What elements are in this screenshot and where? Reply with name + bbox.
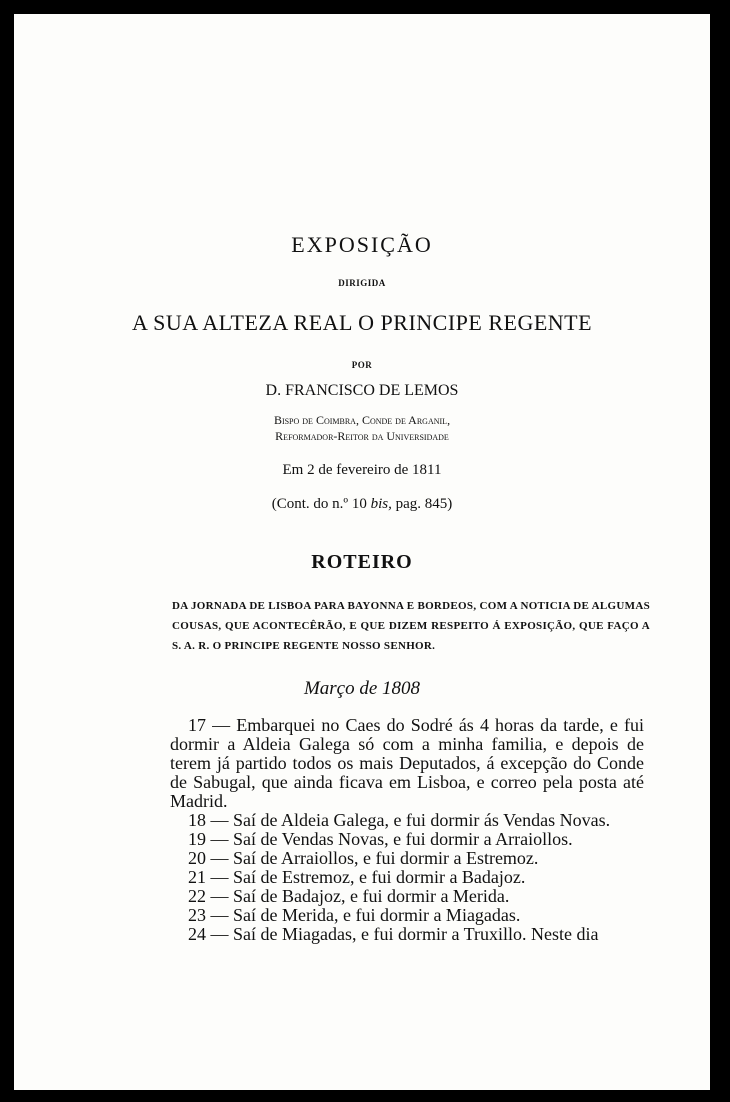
continuation-note bbox=[14, 496, 710, 513]
author-title-line-1: Bispo de Coimbra, Conde de Arganil, bbox=[273, 413, 451, 427]
diary-entry: 22 — Saí de Badajoz, e fui dormir a Merida. bbox=[188, 886, 510, 906]
diary-entry: 19 — Saí de Vendas Novas, e fui dormir a Arraiollos. bbox=[188, 829, 573, 849]
diary-entry: 24 — Saí de Miagadas, e fui dormir a Truxillo. Neste dia bbox=[188, 924, 599, 944]
dirigida-label: DIRIGIDA bbox=[338, 278, 386, 288]
diary-entry: 18 — Saí de Aldeia Galega, e fui dormir ás Vendas Novas. bbox=[188, 810, 611, 830]
author-titles bbox=[14, 412, 710, 444]
por-label: POR bbox=[351, 360, 373, 370]
diary-entries bbox=[170, 716, 644, 944]
document-title: EXPOSIÇÃO bbox=[291, 232, 433, 257]
section-title: ROTEIRO bbox=[311, 551, 413, 573]
diary-entry: 17 — Embarquei no Caes do Sodré ás 4 horas da tarde, e fui dormir a Aldeia Galega só com a minha familia, e depois de terem já partido todos os mais Deputados, á excepção do Conde de Sabugal, que ainda ficava em Lisboa, e correo pela posta até Madrid. bbox=[170, 715, 644, 811]
author-name: D. FRANCISCO DE LEMOS bbox=[265, 382, 459, 399]
section-subtitle: DA JORNADA DE LISBOA PARA BAYONNA E BORDEOS, COM A NOTICIA DE ALGUMAS COUSAS, QUE ACONTECÊRÃO, E QUE DIZEM RESPEITO Á EXPOSIÇÃO, QUE FAÇO A S. A. R. O PRINCIPE REGENTE NOSSO SENHOR. bbox=[172, 600, 650, 652]
author-title-line-2: Reformador-Reitor da Universidade bbox=[275, 429, 449, 443]
month-heading: Março de 1808 bbox=[303, 678, 421, 699]
diary-entry: 23 — Saí de Merida, e fui dormir a Miagadas. bbox=[188, 905, 521, 925]
diary-entry: 20 — Saí de Arraiollos, e fui dormir a Estremoz. bbox=[188, 848, 539, 868]
diary-entry: 21 — Saí de Estremoz, e fui dormir a Badajoz. bbox=[188, 867, 526, 887]
document-page bbox=[14, 14, 716, 1090]
cont-suffix: pag. 845) bbox=[391, 496, 453, 512]
document-date: Em 2 de fevereiro de 1811 bbox=[282, 462, 442, 478]
addressee-heading: A SUA ALTEZA REAL O PRINCIPE REGENTE bbox=[131, 310, 593, 335]
cont-italic: bis, bbox=[370, 496, 392, 512]
cont-prefix: (Cont. do n.º 10 bbox=[271, 496, 371, 512]
